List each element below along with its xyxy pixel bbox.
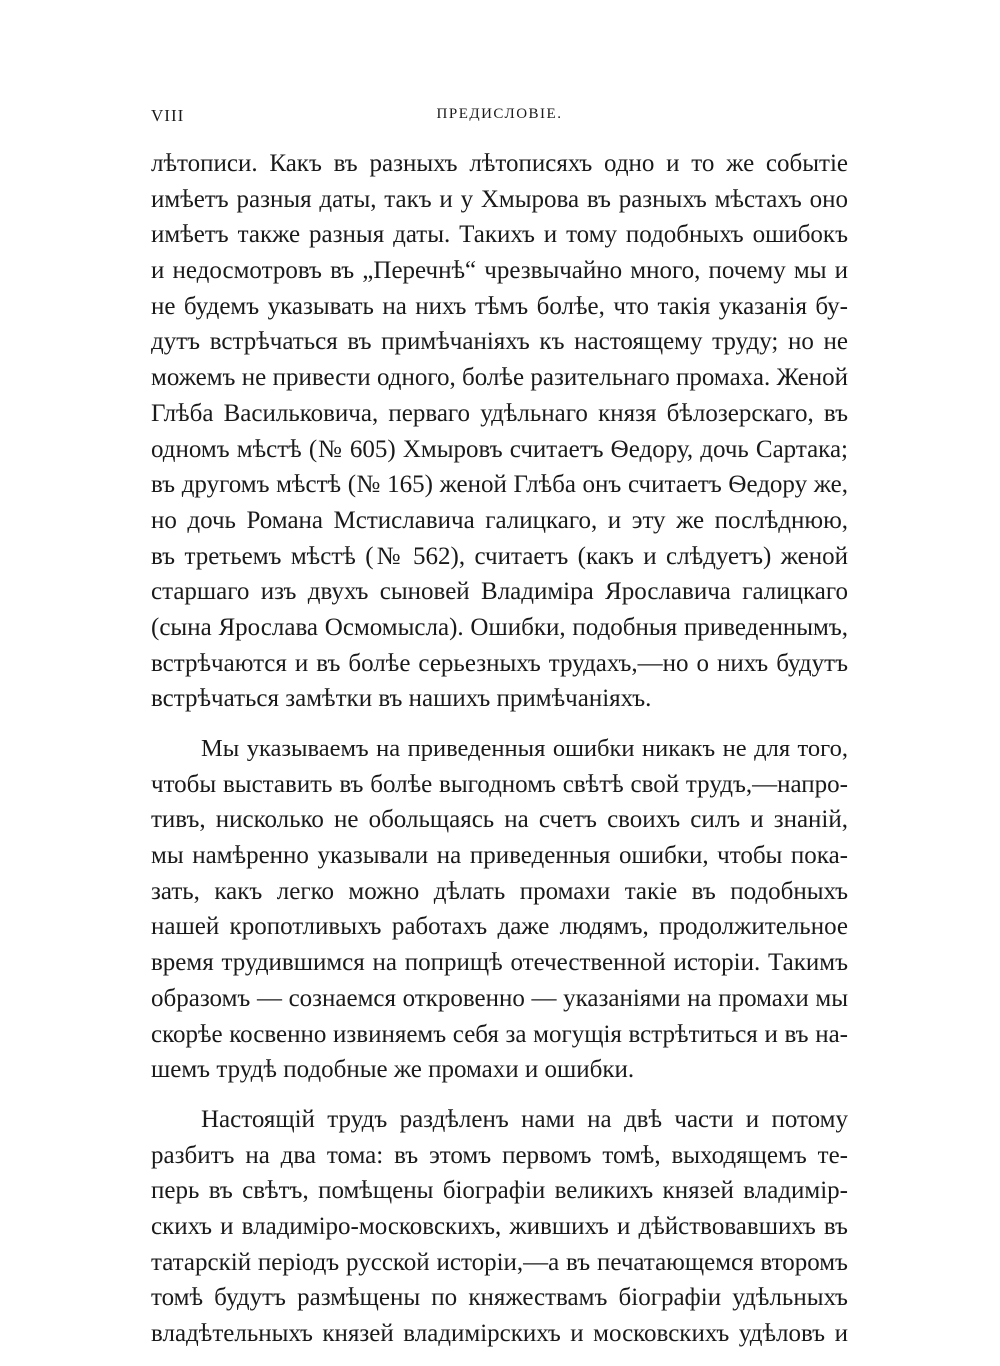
text-line: чтобы выставить въ болѣе выгодномъ свѣтѣ свой трудъ,—напро-: [151, 770, 848, 798]
text-line: имѣетъ разныя даты, такъ и у Хмырова въ разныхъ мѣстахъ оно: [151, 185, 848, 213]
text-line: лѣтописи. Какъ въ разныхъ лѣтописяхъ одно и то же событіе: [151, 150, 848, 177]
paragraph-gap: [151, 717, 848, 731]
text-line: имѣетъ также разныя даты. Такихъ и тому подобныхъ ошибокъ: [151, 221, 848, 249]
paragraph: [151, 1102, 848, 1352]
running-head: [151, 106, 848, 130]
text-line: встрѣчаются и въ болѣе серьезныхъ трудахъ,—но о нихъ будутъ: [151, 649, 848, 677]
text-line: разбитъ на два тома: въ этомъ первомъ томѣ, выходящемъ те-: [151, 1141, 848, 1169]
text-line: и недосмотровъ въ „Перечнѣ“ чрезвычайно много, почему мы и: [151, 257, 848, 285]
text-line: скорѣе косвенно извиняемъ себя за могущія встрѣтиться и въ на-: [151, 1020, 848, 1048]
text-line: время трудившимся на поприщѣ отечественной исторіи. Такимъ: [151, 949, 848, 977]
text-line: тивъ, нисколько не обольщаясь на счетъ своихъ силъ и знаній,: [151, 806, 848, 834]
text-line: скихъ и владиміро-московскихъ, жившихъ и дѣйствовавшихъ въ: [151, 1212, 848, 1240]
text-line: не будемъ указывать на нихъ тѣмъ болѣе, что такія указанія бу-: [151, 292, 848, 320]
text-line: въ другомъ мѣстѣ (№ 165) женой Глѣба онъ считаетъ Ѳедору же,: [151, 471, 848, 499]
text-line: Глѣба Васильковича, перваго удѣльнаго князя бѣлозерскаго, въ: [151, 399, 848, 427]
text-line: въ третьемъ мѣстѣ (№ 562), считаетъ (какъ и слѣдуетъ) женой: [151, 542, 848, 570]
text-line: встрѣчаться замѣтки въ нашихъ примѣчаніяхъ.: [151, 685, 652, 713]
text-line: томѣ будутъ размѣщены по княжествамъ біографіи удѣльныхъ: [151, 1284, 848, 1312]
text-line: перь въ свѣтъ, помѣщены біографіи великихъ князей владимір-: [151, 1177, 848, 1205]
page-header-title: ПРЕДИСЛОВІЕ.: [436, 106, 563, 122]
text-line: но дочь Романа Мстиславича галицкаго, и эту же послѣднюю,: [151, 506, 848, 534]
text-line: (сына Ярослава Осмомысла). Ошибки, подобныя приведеннымъ,: [151, 613, 848, 641]
text-line: образомъ — сознаемся откровенно — указаніями на промахи мы: [151, 984, 848, 1012]
text-line: старшаго изъ двухъ сыновей Владиміра Ярославича галицкаго: [151, 578, 848, 606]
text-line: Настоящій трудъ раздѣленъ нами на двѣ части и потому: [201, 1105, 848, 1133]
text-line: одномъ мѣстѣ (№ 605) Хмыровъ считаетъ Ѳедору, дочь Сартака;: [151, 435, 848, 463]
text-line: дутъ встрѣчаться въ примѣчаніяхъ къ настоящему труду; но не: [151, 328, 848, 356]
page-number: VIII: [151, 106, 185, 125]
text-line: шемъ трудѣ подобные же промахи и ошибки.: [151, 1056, 635, 1084]
paragraph: [151, 731, 848, 1088]
text-line: владѣтельныхъ князей владимірскихъ и московскихъ удѣловъ и: [151, 1320, 848, 1347]
paragraph: [151, 146, 848, 717]
text-line: Мы указываемъ на приведенныя ошибки никакъ не для того,: [201, 735, 848, 762]
text-line: можемъ не привести одного, болѣе разительнаго промаха. Женой: [151, 364, 848, 392]
text-line: татарскій періодъ русской исторіи,—а въ печатающемся второмъ: [151, 1248, 848, 1276]
text-line: зать, какъ легко можно дѣлать промахи такіе въ подобныхъ: [151, 877, 848, 905]
paragraph-gap: [151, 1088, 848, 1102]
body-text: [151, 146, 848, 1352]
text-line: мы намѣренно указывали на приведенныя ошибки, чтобы пока-: [151, 842, 848, 870]
text-line: нашей кропотливыхъ работахъ даже людямъ, продолжительное: [151, 913, 848, 941]
